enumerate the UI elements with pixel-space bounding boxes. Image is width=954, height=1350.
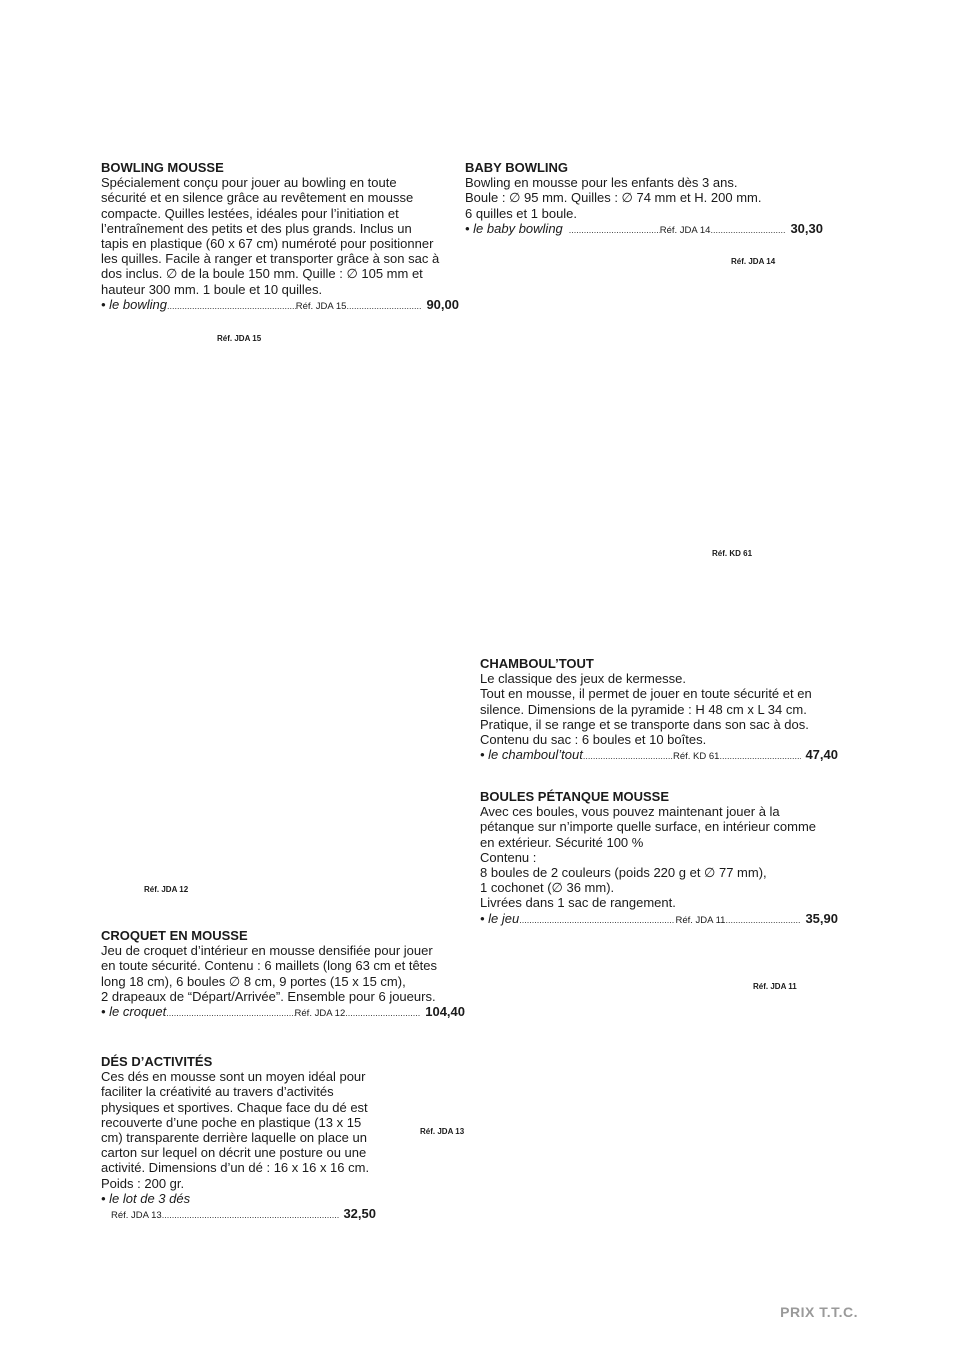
- item-price: 32,50: [343, 1206, 376, 1222]
- item-ref: Réf. KD 61: [672, 751, 720, 763]
- product-des-activites: [101, 1054, 391, 1223]
- product-title: BOULES PÉTANQUE MOUSSE: [480, 789, 670, 804]
- item-label: • le jeu: [480, 910, 520, 926]
- item-price: 35,90: [805, 910, 838, 926]
- image-tag-jda12: Réf. JDA 12: [144, 885, 189, 894]
- price-line: [101, 1206, 376, 1223]
- item-ref: Réf. JDA 12: [294, 1008, 346, 1020]
- product-description: Ces dés en mousse sont un moyen idéal pour faciliter la créativité au travers d’activités physiques et sportives. Chaque face du dé est recouverte d’une poche en plastique (13 x 15 cm) transparente derrière laquelle on place un carton sur lequel on décrit une posture ou une activité. Dimensions d’un dé : 16 x 16 x 16 cm. Poids : 200 gr.: [101, 1069, 370, 1191]
- leader-dots: [719, 749, 801, 764]
- price-line: [465, 221, 823, 238]
- product-title: BOWLING MOUSSE: [101, 160, 224, 175]
- image-tag-jda14: Réf. JDA 14: [731, 257, 776, 266]
- item-ref: Réf. JDA 13: [111, 1210, 162, 1222]
- product-title: CHAMBOUL’TOUT: [480, 656, 594, 671]
- leader-dots: [519, 913, 675, 928]
- image-tag-kd61: Réf. KD 61: [712, 549, 753, 558]
- item-label: • le croquet: [101, 1004, 167, 1020]
- product-description: Spécialement conçu pour jouer au bowling en toute sécurité et en silence grâce au revêtement en mousse compacte. Quilles lestées, idéales pour l’initiation et l’entraînement des petits et des plus grands. Inclus un tapis en plastique (60 x 67 cm) numéroté pour positionner les quilles. Facile à ranger et transporter grâce à son sac à dos inclus. ∅ de la boule 150 mm. Quille : ∅ 105 mm et hauteur 300 mm. 1 boule et 10 quilles.: [101, 175, 440, 297]
- item-price: 30,30: [790, 220, 823, 236]
- item-price: 104,40: [425, 1004, 465, 1020]
- leader-dots: [569, 223, 660, 238]
- product-title: CROQUET EN MOUSSE: [101, 928, 248, 943]
- price-line: [480, 911, 838, 928]
- product-description: Le classique des jeux de kermesse. Tout en mousse, il permet de jouer en toute sécurité et en silence. Dimensions de la pyramide : H 48 cm x L 34 cm. Pratique, il se range et se transporte dans son sac à dos. Contenu du sac : 6 boules et 10 boîtes.: [480, 671, 812, 748]
- image-tag-jda13: Réf. JDA 13: [420, 1127, 465, 1136]
- product-description: Avec ces boules, vous pouvez maintenant jouer à la pétanque sur n’importe quelle surface, en intérieur comme en extérieur. Sécurité 100 % Contenu : 8 boules de 2 couleurs (poids 220 g et ∅ 77 mm), 1 cochonet (∅ 36 mm). Livrées dans 1 sac de rangement.: [480, 804, 817, 911]
- item-ref: Réf. JDA 11: [675, 914, 726, 926]
- leader-dots: [167, 299, 296, 314]
- product-boules-petanque: [480, 789, 838, 928]
- product-croquet-mousse: [101, 928, 465, 1021]
- product-baby-bowling: [465, 160, 823, 238]
- leader-dots: [162, 1208, 340, 1223]
- image-tag-jda15: Réf. JDA 15: [217, 334, 262, 343]
- item-ref: Réf. JDA 14: [659, 224, 711, 236]
- leader-dots: [583, 749, 673, 764]
- image-tag-jda11: Réf. JDA 11: [753, 982, 797, 991]
- product-title: DÉS D’ACTIVITÉS: [101, 1054, 213, 1069]
- item-price: 90,00: [426, 296, 459, 312]
- price-line: [101, 1004, 465, 1021]
- leader-dots: [725, 913, 801, 928]
- item-price: 47,40: [805, 747, 838, 763]
- item-label: • le lot de 3 dés: [101, 1190, 191, 1206]
- price-line: [480, 747, 838, 764]
- leader-dots: [166, 1006, 294, 1021]
- item-ref: Réf. JDA 15: [295, 300, 347, 312]
- price-line: [101, 297, 459, 314]
- item-label: • le bowling: [101, 296, 167, 312]
- item-label: • le baby bowling: [465, 220, 563, 236]
- product-chamboul-tout: [480, 656, 838, 764]
- leader-dots: [345, 1006, 421, 1021]
- item-label: • le chamboul’tout: [480, 747, 583, 763]
- product-bowling-mousse: [101, 160, 459, 314]
- leader-dots: [710, 223, 786, 238]
- product-description: Bowling en mousse pour les enfants dès 3 ans. Boule : ∅ 95 mm. Quilles : ∅ 74 mm et H. 200 mm. 6 quilles et 1 boule.: [465, 175, 762, 221]
- product-title: BABY BOWLING: [465, 160, 569, 175]
- product-description: Jeu de croquet d’intérieur en mousse densifiée pour jouer en toute sécurité. Contenu : 6 maillets (long 63 cm et têtes long 18 cm), 6 boules ∅ 8 cm, 9 portes (15 x 15 cm), 2 drapeaux de “Départ/Arrivée”. Ensemble pour 6 joueurs.: [101, 943, 438, 1004]
- price-note: PRIX T.T.C.: [780, 1304, 858, 1320]
- leader-dots: [346, 299, 422, 314]
